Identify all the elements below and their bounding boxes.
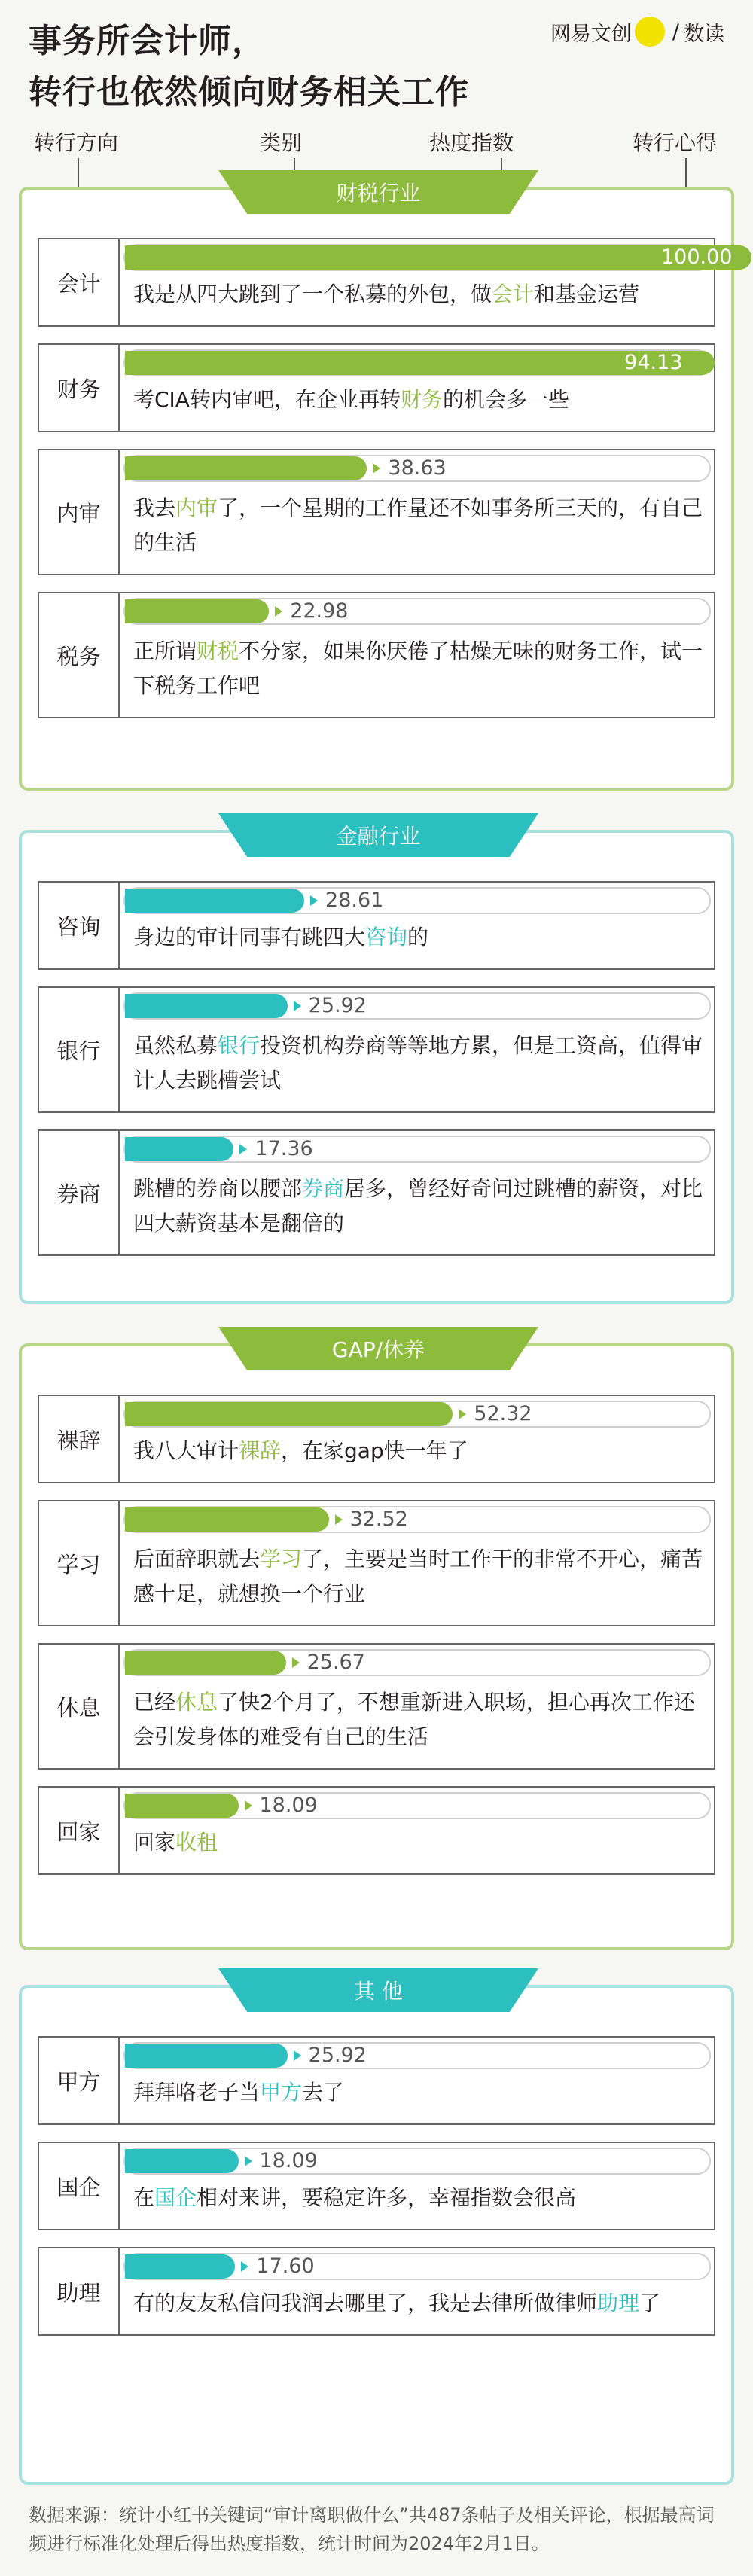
- bar: [125, 599, 269, 623]
- quote-text-part: 了快2个月了，不想重新进入职场，担心再次工作还会引发身体的难受有自己的生活: [133, 1690, 695, 1749]
- quote-text-part: 我去: [133, 495, 176, 520]
- bar-track: [123, 2148, 711, 2175]
- bar-track: [123, 1649, 711, 1676]
- bar-arrow-icon: [245, 1800, 252, 1811]
- bar: [125, 2254, 235, 2279]
- quote-text: [133, 277, 703, 312]
- bar-value-label: 22.98: [290, 599, 349, 623]
- quote-keyword: 财务: [400, 387, 443, 412]
- category-card: [38, 1129, 715, 1256]
- bar: [125, 245, 751, 270]
- section-title: 金融行业: [336, 824, 421, 849]
- quote-keyword: 银行: [218, 1033, 261, 1058]
- quote-text: [133, 1434, 703, 1468]
- quote-text-part: 居多，曾经好奇问过跳槽的薪资，对比四大薪资基本是翻倍的: [133, 1176, 703, 1236]
- bar-value-label: 32.52: [349, 1507, 408, 1531]
- bar-arrow-icon: [292, 1657, 300, 1668]
- category-label: 咨询: [39, 883, 120, 968]
- quote-keyword: 助理: [597, 2291, 640, 2315]
- legend-label-0: 转行方向: [34, 130, 119, 155]
- bar-value-label: 18.09: [259, 2149, 318, 2172]
- quote-text-part: 相对来讲，要稳定许多，幸福指数会很高: [197, 2185, 577, 2210]
- quote-keyword: 国企: [154, 2185, 197, 2210]
- quote-text-part: 去了: [302, 2080, 345, 2105]
- category-card: [38, 2247, 715, 2336]
- quote-text-part: 已经: [133, 1690, 176, 1715]
- section-title: 其 他: [354, 1979, 403, 2004]
- category-card: [38, 343, 715, 432]
- quote-text-part: 和基金运营: [534, 282, 640, 306]
- section-title: GAP/休养: [331, 1337, 425, 1362]
- bar-track: [123, 1506, 711, 1533]
- bar-arrow-icon: [294, 1001, 301, 1011]
- category-label: 国企: [39, 2143, 120, 2229]
- bar-arrow-icon: [310, 895, 318, 906]
- quote-text: [133, 1685, 703, 1754]
- bar-value-label: 94.13: [624, 351, 683, 374]
- bar: [125, 2149, 239, 2173]
- bar: [125, 2044, 288, 2068]
- quote-text-part: 的: [407, 925, 429, 950]
- bar-value-label: 25.92: [308, 2044, 367, 2067]
- quote-text-part: 在: [133, 2185, 155, 2210]
- brand-dot-icon: [635, 17, 665, 47]
- quote-text-part: 拜拜咯老子当: [133, 2080, 261, 2105]
- quote-text: [133, 634, 703, 703]
- quote-text-part: ，在家gap快一年了: [281, 1438, 468, 1463]
- bar-arrow-icon: [245, 2156, 252, 2166]
- quote-text-part: 我是从四大跳到了一个私募的外包，做: [133, 282, 492, 306]
- category-card: [38, 1500, 715, 1626]
- bar: [125, 1402, 453, 1426]
- quote-text: [133, 1029, 703, 1098]
- quote-text: [133, 920, 703, 955]
- bar-arrow-icon: [373, 463, 380, 474]
- quote-text-part: 我八大审计: [133, 1438, 239, 1463]
- bar-arrow-icon: [239, 1144, 247, 1154]
- section-banner: [218, 1968, 538, 2012]
- category-label: 休息: [39, 1645, 120, 1768]
- category-label: 助理: [39, 2248, 120, 2334]
- category-card: [38, 2142, 715, 2230]
- bar-value-label: 18.09: [259, 1794, 318, 1817]
- quote-text-part: 了，一个星期的工作量还不如事务所三天的，有自己的生活: [133, 495, 703, 555]
- bar: [125, 889, 304, 913]
- quote-text: [133, 383, 703, 417]
- bar-track: [123, 244, 733, 271]
- category-card: [38, 1395, 715, 1483]
- category-label: 回家: [39, 1788, 120, 1873]
- quote-text-part: 考CIA转内审吧，在企业再转: [133, 387, 401, 412]
- bar: [125, 1651, 286, 1675]
- quote-text-part: 不分家，如果你厌倦了枯燥无味的财务工作，试一下税务工作吧: [133, 639, 703, 698]
- category-card: [38, 1643, 715, 1770]
- bar-value-label: 52.32: [474, 1402, 532, 1425]
- category-label: 学习: [39, 1501, 120, 1625]
- quote-text: [133, 1542, 703, 1611]
- category-card: [38, 592, 715, 718]
- bar-value-label: 17.36: [255, 1137, 313, 1160]
- bar-track: [123, 887, 711, 914]
- legend-label-3: 转行心得: [633, 130, 718, 155]
- quote-keyword: 学习: [260, 1547, 303, 1572]
- quote-text: [133, 1172, 703, 1241]
- section-title: 财税行业: [336, 181, 421, 206]
- bar-track: [123, 2253, 711, 2280]
- category-card: [38, 449, 715, 575]
- quote-keyword: 休息: [175, 1690, 218, 1715]
- bar-value-label: 28.61: [325, 889, 384, 912]
- legend-label-2: 热度指数: [429, 130, 514, 155]
- quote-keyword: 财税: [197, 639, 239, 663]
- bar-track: [123, 1792, 711, 1819]
- quote-text-part: 后面辞职就去: [133, 1547, 261, 1572]
- bar: [125, 1794, 239, 1818]
- category-label: 券商: [39, 1131, 120, 1254]
- quote-text-part: 虽然私募: [133, 1033, 218, 1058]
- quote-text: [133, 2286, 703, 2321]
- bar-value-label: 17.60: [256, 2254, 315, 2278]
- brand-logo: [550, 17, 724, 47]
- bar: [125, 994, 288, 1018]
- quote-text-part: 的机会多一些: [442, 387, 569, 412]
- bar-track: [123, 1136, 711, 1163]
- quote-text: [133, 2075, 703, 2110]
- quote-keyword: 券商: [302, 1176, 345, 1201]
- bar: [125, 1507, 329, 1532]
- category-label: 甲方: [39, 2038, 120, 2123]
- bar-track: [123, 349, 711, 376]
- data-source-note: 数据来源：统计小红书关键词“审计离职做什么”共487条帖子及相关评论，根据最高词频进行标准化处理后得出热度指数，统计时间为2024年2月1日。: [29, 2504, 715, 2554]
- bar-track: [123, 2042, 711, 2069]
- quote-text-part: 有的友友私信问我润去哪里了，我是去律所做律师: [133, 2291, 598, 2315]
- legend-label-1: 类别: [260, 130, 303, 155]
- bar-arrow-icon: [335, 1514, 343, 1525]
- quote-keyword: 甲方: [260, 2080, 303, 2105]
- category-card: [38, 1786, 715, 1875]
- section-banner: [218, 1327, 538, 1370]
- quote-keyword: 收租: [175, 1830, 218, 1855]
- bar: [125, 1137, 233, 1161]
- brand-name: 网易文创: [550, 22, 632, 46]
- bar-arrow-icon: [459, 1409, 466, 1419]
- bar-track: [123, 992, 711, 1020]
- bar-track: [123, 1401, 711, 1428]
- bar: [125, 456, 367, 480]
- category-label: 内审: [39, 450, 120, 574]
- bar-track: [123, 598, 711, 625]
- brand-sub: 数读: [684, 22, 724, 46]
- quote-text-part: 跳槽的券商以腰部: [133, 1176, 303, 1201]
- bar-arrow-icon: [294, 2050, 301, 2061]
- quote-text-part: 了，主要是当时工作干的非常不开心，痛苦感十足，就想换一个行业: [133, 1547, 703, 1606]
- bar-value-label: 38.63: [388, 456, 447, 480]
- bar-value-label: 100.00: [661, 245, 733, 269]
- bar-value-label: 25.92: [308, 994, 367, 1017]
- quote-text: [133, 491, 703, 560]
- bar-arrow-icon: [241, 2261, 248, 2272]
- category-card: [38, 238, 733, 327]
- quote-text: [133, 1825, 703, 1860]
- quote-text-part: 身边的审计同事有跳四大: [133, 925, 366, 950]
- brand-slash: /: [672, 20, 679, 44]
- quote-keyword: 内审: [175, 495, 218, 520]
- category-label: 财务: [39, 345, 120, 431]
- quote-text-part: 正所谓: [133, 639, 197, 663]
- quote-keyword: 会计: [492, 282, 535, 306]
- section-banner: [218, 813, 538, 857]
- quote-keyword: 咨询: [365, 925, 408, 950]
- bar-value-label: 25.67: [306, 1651, 365, 1674]
- category-label: 银行: [39, 988, 120, 1111]
- page-title-line-2: 转行也依然倾向财务相关工作: [29, 73, 469, 111]
- category-card: [38, 2036, 715, 2125]
- quote-text: [133, 2181, 703, 2215]
- quote-keyword: 裸辞: [239, 1438, 282, 1463]
- bar-arrow-icon: [275, 606, 282, 617]
- quote-text-part: 投资机构券商等等地方累，但是工资高，值得审计人去跳槽尝试: [133, 1033, 703, 1093]
- category-card: [38, 986, 715, 1113]
- quote-text-part: 回家: [133, 1830, 176, 1855]
- page-title-line-1: 事务所会计师，: [29, 22, 266, 60]
- section-banner: [218, 170, 538, 214]
- category-label: 税务: [39, 593, 120, 717]
- category-label: 裸辞: [39, 1396, 120, 1482]
- category-label: 会计: [39, 239, 120, 325]
- quote-text-part: 了: [639, 2291, 661, 2315]
- bar-track: [123, 455, 711, 482]
- category-card: [38, 881, 715, 970]
